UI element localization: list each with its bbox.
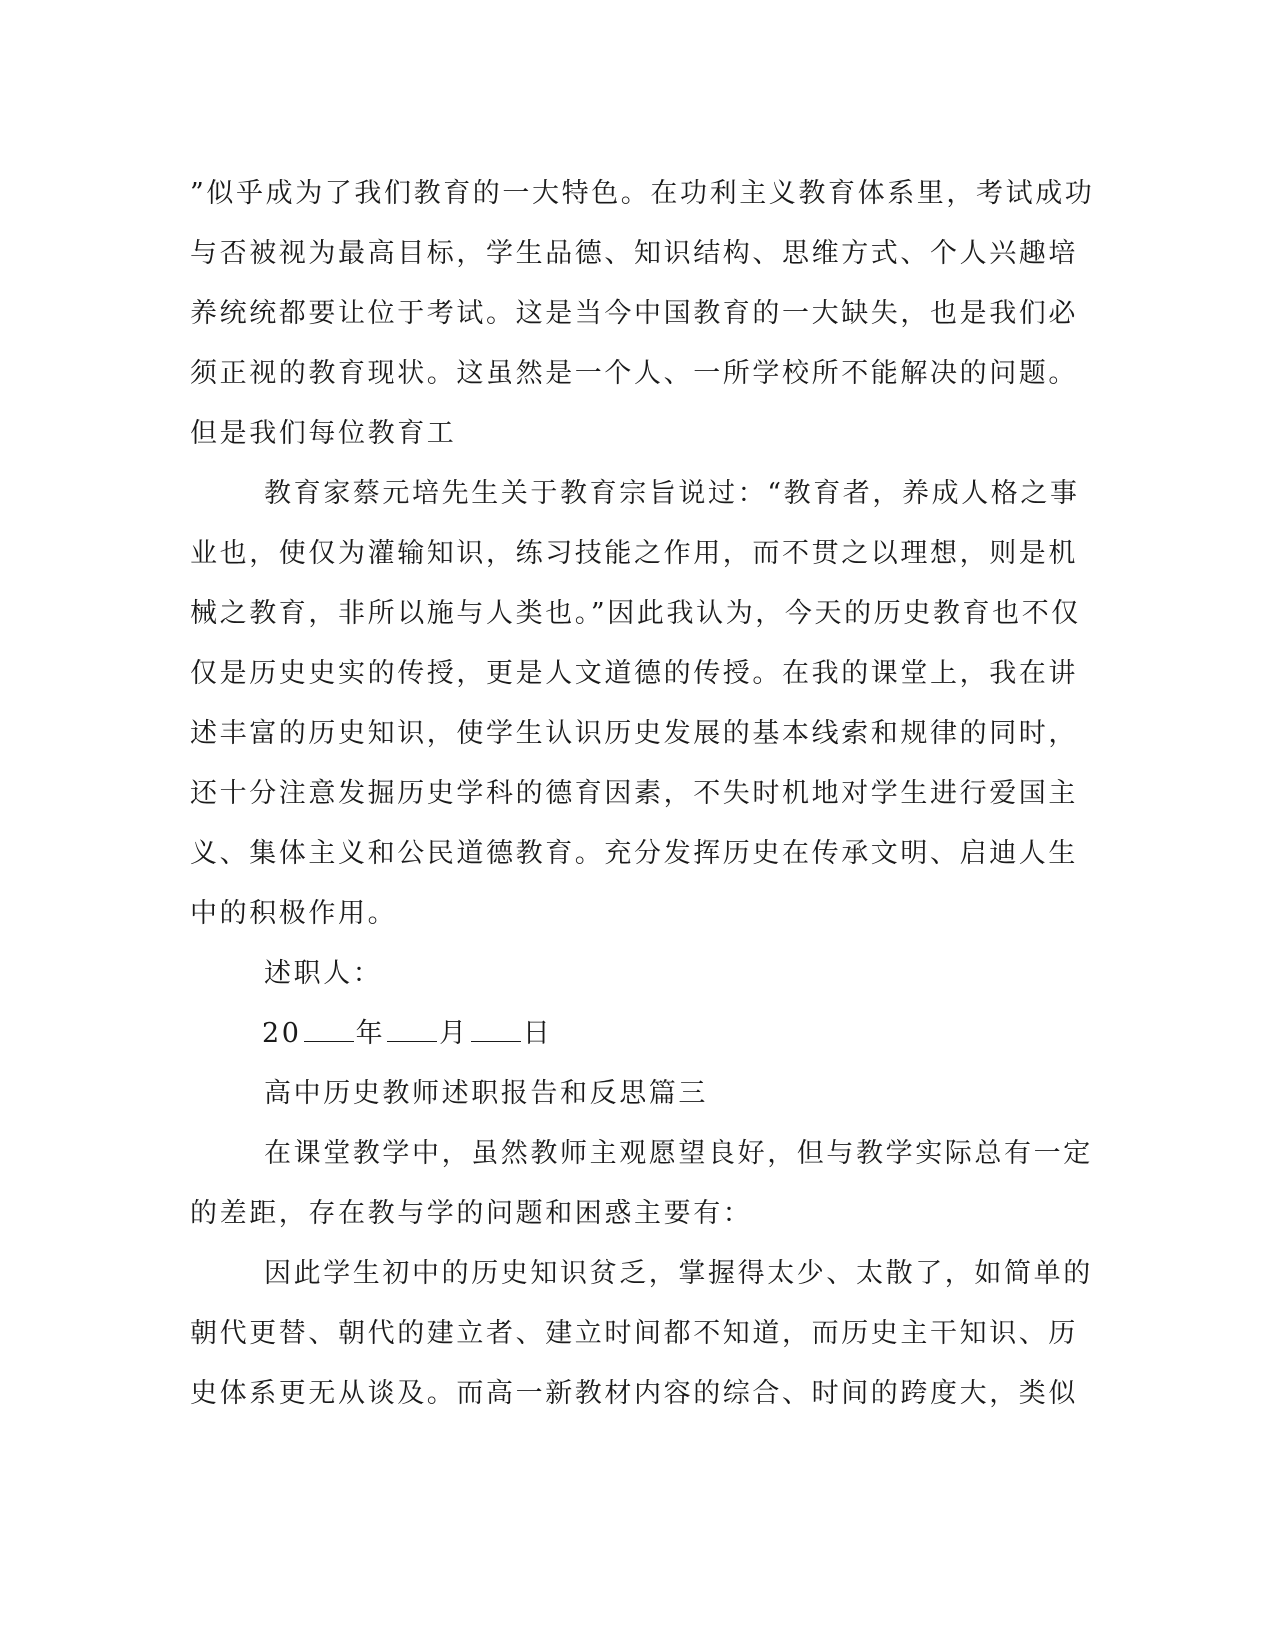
text-line: 义、集体主义和公民道德教育。充分发挥历史在传承文明、启迪人生 (190, 838, 1078, 869)
text-line: 但是我们每位教育工 (190, 418, 457, 449)
text-line: 与否被视为最高目标，学生品德、知识结构、思维方式、个人兴趣培 (190, 238, 1078, 269)
text-line: 还十分注意发掘历史学科的德育因素，不失时机地对学生进行爱国主 (190, 778, 1078, 809)
text-line: 朝代更替、朝代的建立者、建立时间都不知道，而历史主干知识、历 (190, 1318, 1078, 1349)
text-line: 中的积极作用。 (190, 898, 398, 929)
text-line: 因此学生初中的历史知识贫乏，掌握得太少、太散了，如简单的 (264, 1258, 1093, 1289)
date-year-label: 年 (355, 1018, 386, 1049)
text-line: 业也，使仅为灌输知识，练习技能之作用，而不贯之以理想，则是机 (190, 538, 1078, 569)
text-line: 述丰富的历史知识，使学生认识历史发展的基本线索和规律的同时， (190, 718, 1078, 749)
text-line: 养统统都要让位于考试。这是当今中国教育的一大缺失，也是我们必 (190, 298, 1078, 329)
date-month-label: 月 (439, 1018, 469, 1049)
paragraph-3 (190, 1124, 1093, 1244)
text-line: 在课堂教学中，虽然教师主观愿望良好，但与教学实际总有一定 (264, 1138, 1093, 1169)
text-line: 教育家蔡元培先生关于教育宗旨说过：“教育者，养成人格之事 (264, 478, 1080, 509)
section-title: 高中历史教师述职报告和反思篇三 (264, 1078, 708, 1109)
text-line: 的差距，存在教与学的问题和困惑主要有： (190, 1198, 753, 1229)
date-prefix: 20 (262, 1018, 302, 1049)
date-day-label: 日 (522, 1018, 553, 1049)
text-line: 械之教育，非所以施与人类也。”因此我认为，今天的历史教育也不仅 (190, 598, 1081, 629)
paragraph-2 (190, 464, 1085, 944)
date-line (190, 1004, 1085, 1064)
month-blank (387, 1011, 437, 1042)
paragraph-1 (190, 164, 1095, 464)
paragraph-4 (190, 1244, 1093, 1424)
day-blank (471, 1011, 521, 1042)
text-line: 仅是历史史实的传授，更是人文道德的传授。在我的课堂上，我在讲 (190, 658, 1078, 689)
text-line: 史体系更无从谈及。而高一新教材内容的综合、时间的跨度大，类似 (190, 1378, 1078, 1409)
text-line: ”似乎成为了我们教育的一大特色。在功利主义教育体系里，考试成功 (190, 178, 1095, 209)
text-line: 须正视的教育现状。这虽然是一个人、一所学校所不能解决的问题。 (190, 358, 1078, 389)
year-blank (304, 1011, 354, 1042)
document-body (190, 164, 1095, 1424)
signature-label: 述职人： (264, 958, 383, 989)
